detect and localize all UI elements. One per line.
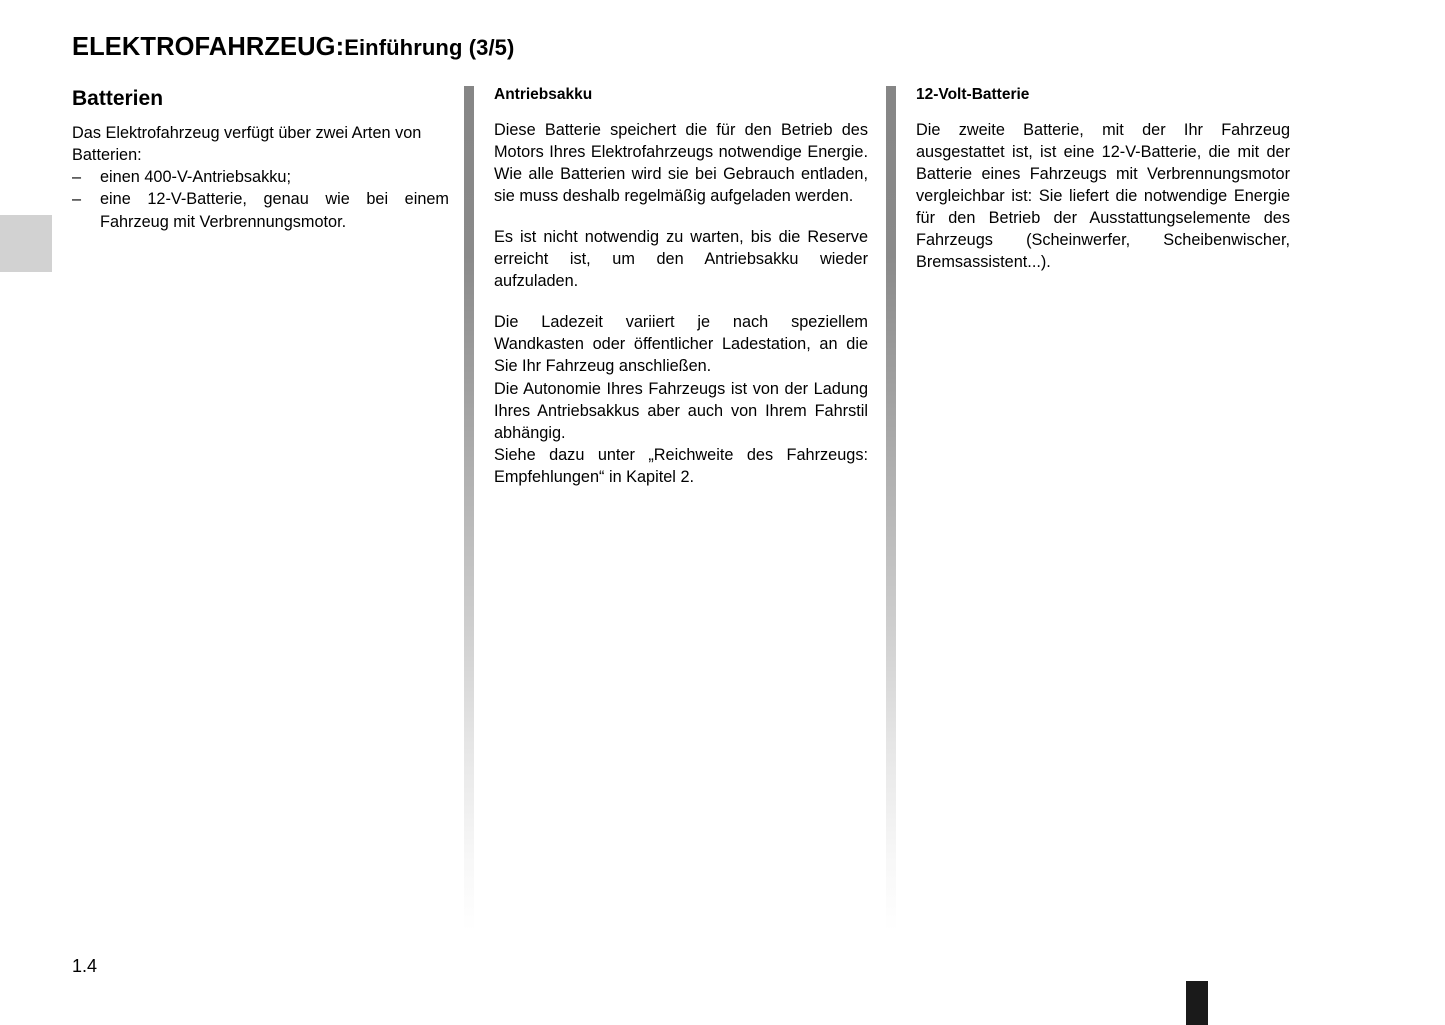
bottom-chapter-marker <box>1186 981 1208 1025</box>
column-antriebsakku <box>494 86 868 488</box>
antriebsakku-paragraph-3: Die Ladezeit variiert je nach speziellem Wandkasten oder öffentlicher Ladestation, an die Sie Ihr Fahrzeug anschließen. <box>494 313 868 376</box>
list-item-label: eine 12-V-Batterie, genau wie bei einem Fahrzeug mit Verbrennungsmotor. <box>100 190 449 231</box>
column-heading-antriebsakku: Antriebsakku <box>494 86 593 103</box>
page-number: 1.4 <box>72 956 98 976</box>
column-heading-batterien: Batterien <box>72 87 164 110</box>
dash-bullet-icon: – <box>72 190 82 209</box>
batterie-12v-paragraph-1: Die zweite Batterie, mit der Ihr Fahrzeug ausgestattet ist, ist eine 12-V-Batterie, die mit der Batterie eines Fahrzeugs mit Verbrennungsmotor vergleichbar ist: Sie liefert die notwendige Energie für den Betrieb der Ausstattungselemente des Fahrzeugs (Scheinwerfer, Scheibenwischer, Bremsassistent...). <box>916 120 1290 272</box>
page-title-main: ELEKTROFAHRZEUG: <box>72 33 345 61</box>
dash-bullet-icon: – <box>72 168 82 187</box>
list-item-label: einen 400-V-Antriebsakku; <box>100 168 291 187</box>
column-batterien <box>72 86 449 233</box>
column-12-volt-batterie <box>916 86 1290 273</box>
antriebsakku-paragraph-5: Siehe dazu unter „Reichweite des Fahrzeugs: Empfehlungen“ in Kapitel 2. <box>494 445 868 486</box>
column-heading-12-volt-batterie: 12-Volt-Batterie <box>916 86 1030 103</box>
antriebsakku-paragraph-2: Es ist nicht notwendig zu warten, bis die Reserve erreicht ist, um den Antriebsakku wieder aufzuladen. <box>494 227 868 291</box>
list-item <box>72 166 449 188</box>
list-item <box>72 188 449 232</box>
batterien-list <box>72 166 449 232</box>
batterien-intro-paragraph: Das Elektrofahrzeug verfügt über zwei Arten von Batterien: <box>72 124 422 165</box>
page-title-sub: Einführung (3/5) <box>344 35 515 60</box>
antriebsakku-paragraph-1: Diese Batterie speichert die für den Betrieb des Motors Ihres Elektrofahrzeugs notwendige Energie. Wie alle Batterien wird sie bei Gebrauch entladen, sie muss deshalb regelmäßig aufgeladen werden. <box>494 120 868 205</box>
antriebsakku-paragraph-4: Die Autonomie Ihres Fahrzeugs ist von der Ladung Ihres Antriebsakkus aber auch von Ihrem Fahrstil abhängig. <box>494 379 868 442</box>
